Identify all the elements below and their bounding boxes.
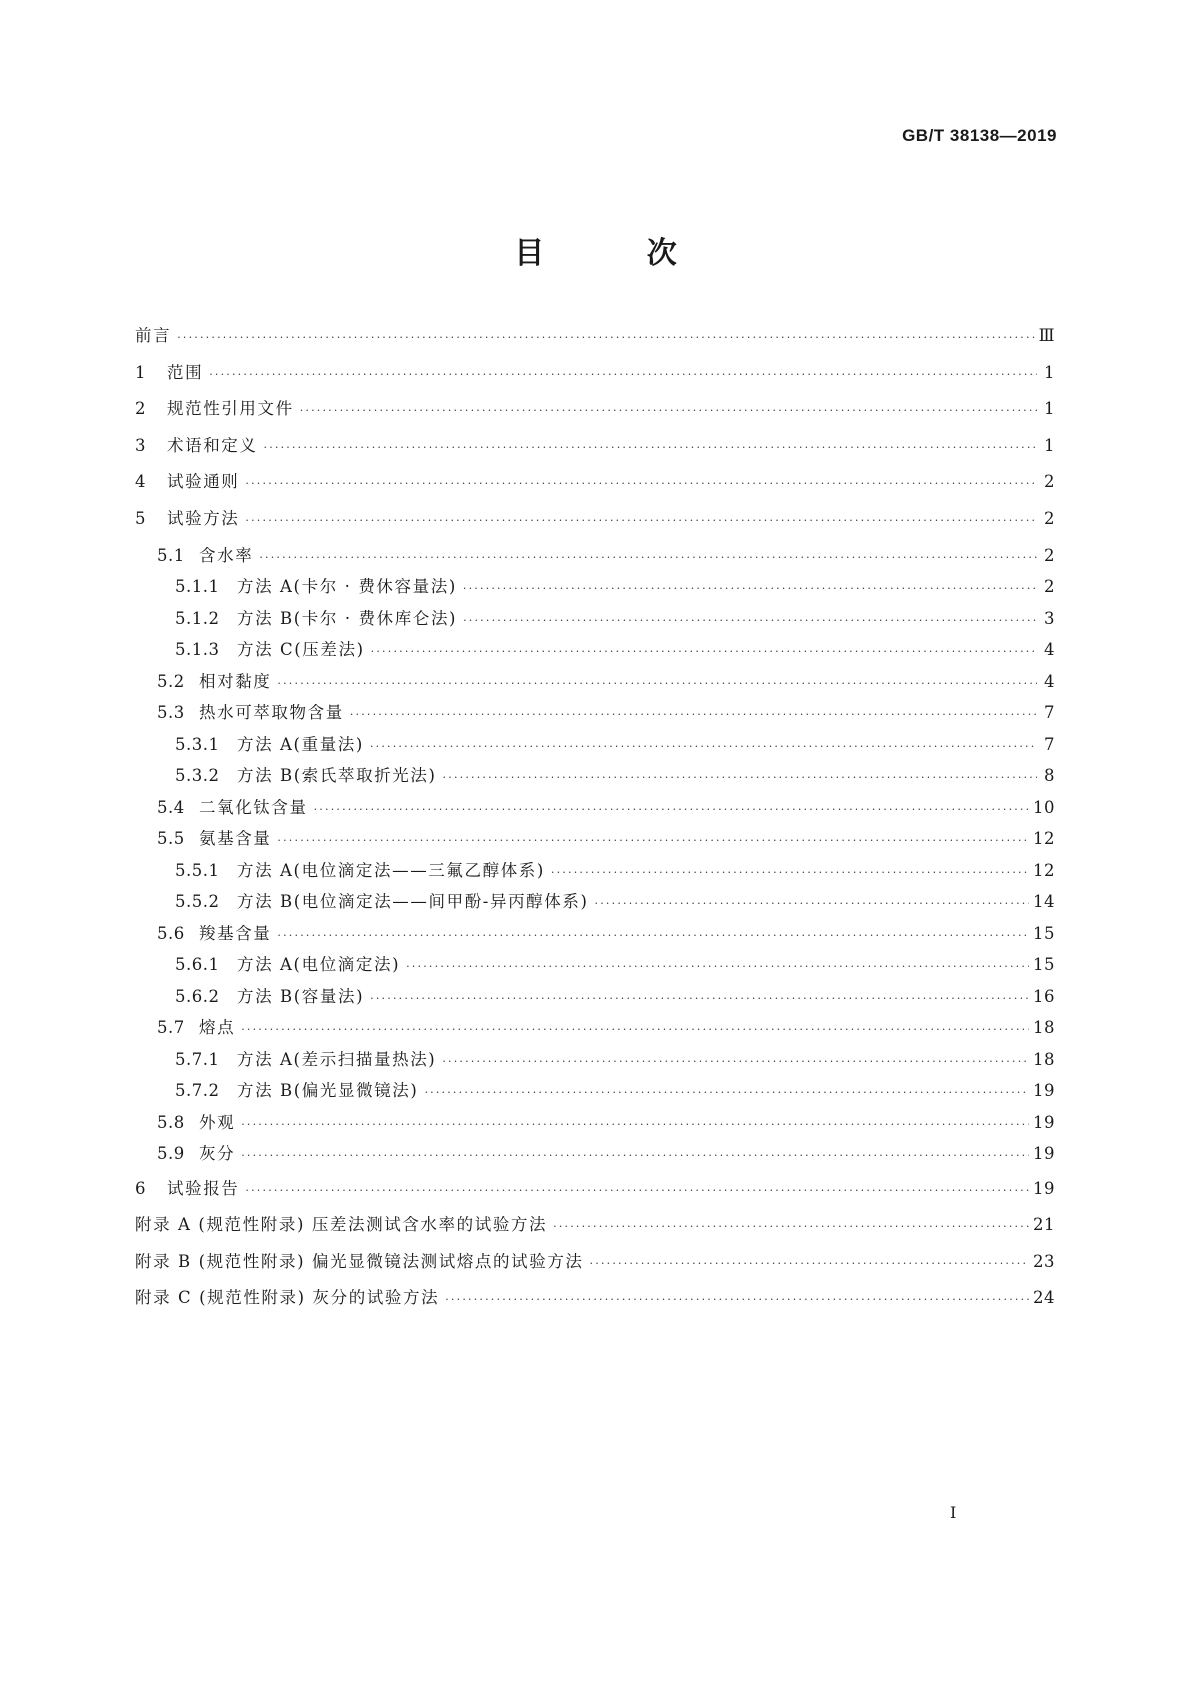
toc-dot-leader xyxy=(424,1086,1029,1099)
toc-entry-page: 3 xyxy=(1044,608,1055,628)
toc-dot-leader xyxy=(241,1118,1029,1131)
toc-entry[interactable] xyxy=(135,668,1055,700)
toc-entry[interactable] xyxy=(135,920,1055,952)
toc-entry-number: 5.5.1 xyxy=(175,860,220,880)
toc-entry[interactable] xyxy=(135,1248,1055,1285)
toc-entry-title: 试验方法 xyxy=(167,508,240,528)
toc-entry-number: 5.6.2 xyxy=(175,986,220,1006)
toc-entry-page: 24 xyxy=(1033,1288,1055,1308)
toc-entry-title: 热水可萃取物含量 xyxy=(199,703,344,723)
toc-entry[interactable] xyxy=(135,983,1055,1015)
toc-entry-page: Ⅲ xyxy=(1038,326,1055,345)
toc-entry-page: 4 xyxy=(1044,671,1055,691)
toc-entry-page: 19 xyxy=(1033,1144,1055,1164)
toc-entry-title: 方法 B(容量法) xyxy=(237,986,365,1006)
toc-entry[interactable] xyxy=(135,636,1055,668)
toc-dot-leader xyxy=(314,803,1029,816)
toc-entry[interactable] xyxy=(135,1140,1055,1172)
toc-entry-title: 术语和定义 xyxy=(167,435,258,455)
toc-entry-number: 5.1.2 xyxy=(175,608,220,628)
toc-dot-leader xyxy=(445,1293,1029,1306)
page-number: I xyxy=(950,1503,957,1522)
toc-entry-title: 方法 A(差示扫描量热法) xyxy=(237,1049,437,1069)
toc-entry-number: 5.3.2 xyxy=(175,766,220,786)
toc-entry-page: 12 xyxy=(1033,860,1055,880)
toc-entry[interactable] xyxy=(135,699,1055,731)
toc-entry-title: 附录 C (规范性附录) 灰分的试验方法 xyxy=(135,1288,440,1308)
toc-dot-leader xyxy=(245,477,1037,490)
toc-entry[interactable] xyxy=(135,1077,1055,1109)
toc-entry-page: 18 xyxy=(1033,1049,1055,1069)
toc-entry-number: 2 xyxy=(135,399,146,419)
standard-code: GB/T 38138—2019 xyxy=(902,126,1057,145)
toc-entry-page: 8 xyxy=(1044,766,1055,786)
toc-entry[interactable] xyxy=(135,762,1055,794)
toc-dot-leader xyxy=(264,441,1038,454)
toc-entry[interactable] xyxy=(135,1284,1055,1321)
toc-dot-leader xyxy=(443,771,1037,784)
toc-entry-title: 氨基含量 xyxy=(199,829,272,849)
toc-entry-page: 1 xyxy=(1044,399,1055,419)
toc-entry[interactable] xyxy=(135,542,1055,574)
toc-entry-title: 前言 xyxy=(135,326,172,345)
toc-entry-page: 19 xyxy=(1033,1178,1055,1198)
toc-entry-title: 含水率 xyxy=(199,545,254,565)
toc-dot-leader xyxy=(590,1257,1029,1270)
toc-dot-leader xyxy=(209,368,1037,381)
toc-entry-page: 1 xyxy=(1044,362,1055,382)
toc-entry-title: 规范性引用文件 xyxy=(167,399,294,419)
toc-dot-leader xyxy=(277,834,1029,847)
toc-entry[interactable] xyxy=(135,359,1055,396)
toc-entry-number: 5.6 xyxy=(157,923,185,943)
toc-entry-page: 16 xyxy=(1033,986,1055,1006)
toc-entry-number: 5.1.1 xyxy=(175,577,220,597)
toc-entry[interactable] xyxy=(135,468,1055,505)
toc-entry-title: 试验报告 xyxy=(167,1178,240,1198)
toc-entry-page: 12 xyxy=(1033,829,1055,849)
toc-entry-page: 10 xyxy=(1033,797,1055,817)
toc-dot-leader xyxy=(463,582,1037,595)
toc-entry-title: 试验通则 xyxy=(167,472,240,492)
toc-entry-title: 方法 B(偏光显微镜法) xyxy=(237,1081,419,1101)
toc-entry-page: 23 xyxy=(1033,1251,1055,1271)
toc-entry[interactable] xyxy=(135,1175,1055,1212)
toc-dot-leader xyxy=(551,866,1029,879)
toc-entry[interactable] xyxy=(135,1109,1055,1141)
toc-entry-number: 5.4 xyxy=(157,797,185,817)
toc-dot-leader xyxy=(241,1023,1029,1036)
table-of-contents xyxy=(135,322,1055,1321)
toc-entry-number: 5.5.2 xyxy=(175,892,220,912)
toc-entry-title: 羧基含量 xyxy=(199,923,272,943)
toc-entry-number: 5.3 xyxy=(157,703,185,723)
toc-entry[interactable] xyxy=(135,888,1055,920)
toc-entry-title: 方法 A(卡尔 · 费休容量法) xyxy=(237,577,457,597)
toc-entry-page: 15 xyxy=(1033,923,1055,943)
toc-entry-title: 方法 B(索氏萃取折光法) xyxy=(237,766,437,786)
toc-entry-title: 灰分 xyxy=(199,1144,236,1164)
toc-entry-page: 19 xyxy=(1033,1081,1055,1101)
toc-entry-title: 方法 A(电位滴定法) xyxy=(237,955,401,975)
toc-entry-page: 14 xyxy=(1033,892,1055,912)
toc-dot-leader xyxy=(553,1220,1029,1233)
toc-entry[interactable] xyxy=(135,951,1055,983)
toc-entry[interactable] xyxy=(135,1211,1055,1248)
toc-dot-leader xyxy=(350,708,1037,721)
toc-dot-leader xyxy=(370,740,1037,753)
toc-dot-leader xyxy=(245,1184,1029,1197)
toc-entry-number: 5.7 xyxy=(157,1018,185,1038)
toc-entry[interactable] xyxy=(135,432,1055,469)
toc-entry[interactable] xyxy=(135,1046,1055,1078)
toc-entry-title: 相对黏度 xyxy=(199,671,272,691)
toc-entry-page: 7 xyxy=(1044,703,1055,723)
toc-dot-leader xyxy=(300,404,1037,417)
toc-entry[interactable] xyxy=(135,1014,1055,1046)
toc-entry-number: 5.1 xyxy=(157,545,185,565)
toc-entry-page: 2 xyxy=(1044,472,1055,492)
toc-entry[interactable] xyxy=(135,731,1055,763)
toc-entry-page: 15 xyxy=(1033,955,1055,975)
toc-entry-number: 5.7.2 xyxy=(175,1081,220,1101)
toc-dot-leader xyxy=(277,677,1037,690)
toc-entry[interactable] xyxy=(135,605,1055,637)
toc-entry-page: 19 xyxy=(1033,1112,1055,1132)
toc-dot-leader xyxy=(370,992,1029,1005)
toc-entry-title: 附录 A (规范性附录) 压差法测试含水率的试验方法 xyxy=(135,1215,548,1235)
toc-entry-page: 2 xyxy=(1044,545,1055,565)
toc-entry-page: 2 xyxy=(1044,508,1055,528)
toc-entry-number: 5.3.1 xyxy=(175,734,220,754)
toc-entry-number: 5 xyxy=(135,508,146,528)
toc-entry[interactable] xyxy=(135,857,1055,889)
toc-dot-leader xyxy=(241,1149,1029,1162)
toc-entry-title: 外观 xyxy=(199,1112,236,1132)
toc-entry-page: 2 xyxy=(1044,577,1055,597)
toc-entry-page: 7 xyxy=(1044,734,1055,754)
toc-entry[interactable] xyxy=(135,825,1055,857)
toc-entry[interactable] xyxy=(135,505,1055,542)
toc-dot-leader xyxy=(371,645,1037,658)
toc-dot-leader xyxy=(245,514,1037,527)
toc-dot-leader xyxy=(595,897,1029,910)
toc-entry-title: 二氧化钛含量 xyxy=(199,797,308,817)
toc-entry-title: 熔点 xyxy=(199,1018,236,1038)
toc-entry[interactable] xyxy=(135,395,1055,432)
toc-entry-page: 18 xyxy=(1033,1018,1055,1038)
toc-entry-title: 方法 A(重量法) xyxy=(237,734,364,754)
toc-entry-number: 5.6.1 xyxy=(175,955,220,975)
toc-entry-page: 21 xyxy=(1033,1215,1055,1235)
toc-entry-page: 4 xyxy=(1044,640,1055,660)
toc-entry-number: 5.2 xyxy=(157,671,185,691)
toc-entry-title: 附录 B (规范性附录) 偏光显微镜法测试熔点的试验方法 xyxy=(135,1251,584,1271)
toc-dot-leader xyxy=(277,929,1029,942)
toc-entry[interactable] xyxy=(135,794,1055,826)
toc-entry[interactable] xyxy=(135,573,1055,605)
toc-entry-number: 5.9 xyxy=(157,1144,185,1164)
toc-entry-number: 5.5 xyxy=(157,829,185,849)
toc-entry-number: 1 xyxy=(135,362,146,382)
page-title: 目 次 xyxy=(514,236,723,271)
toc-entry-number: 5.8 xyxy=(157,1112,185,1132)
toc-entry-number: 5.1.3 xyxy=(175,640,220,660)
toc-entry-number: 4 xyxy=(135,472,146,492)
toc-entry-number: 5.7.1 xyxy=(175,1049,220,1069)
toc-dot-leader xyxy=(177,331,1034,344)
toc-dot-leader xyxy=(406,960,1029,973)
toc-dot-leader xyxy=(259,551,1037,564)
toc-entry-title: 方法 C(压差法) xyxy=(237,640,365,660)
toc-entry-page: 1 xyxy=(1044,435,1055,455)
toc-dot-leader xyxy=(442,1055,1029,1068)
toc-entry-number: 6 xyxy=(135,1178,146,1198)
toc-entry-title: 方法 B(电位滴定法——间甲酚-异丙醇体系) xyxy=(237,892,589,912)
toc-entry-title: 范围 xyxy=(167,362,204,382)
toc-entry[interactable] xyxy=(135,322,1055,359)
toc-entry-number: 3 xyxy=(135,435,146,455)
toc-dot-leader xyxy=(463,614,1037,627)
toc-entry-title: 方法 B(卡尔 · 费休库仑法) xyxy=(237,608,458,628)
toc-entry-title: 方法 A(电位滴定法——三氟乙醇体系) xyxy=(237,860,545,880)
